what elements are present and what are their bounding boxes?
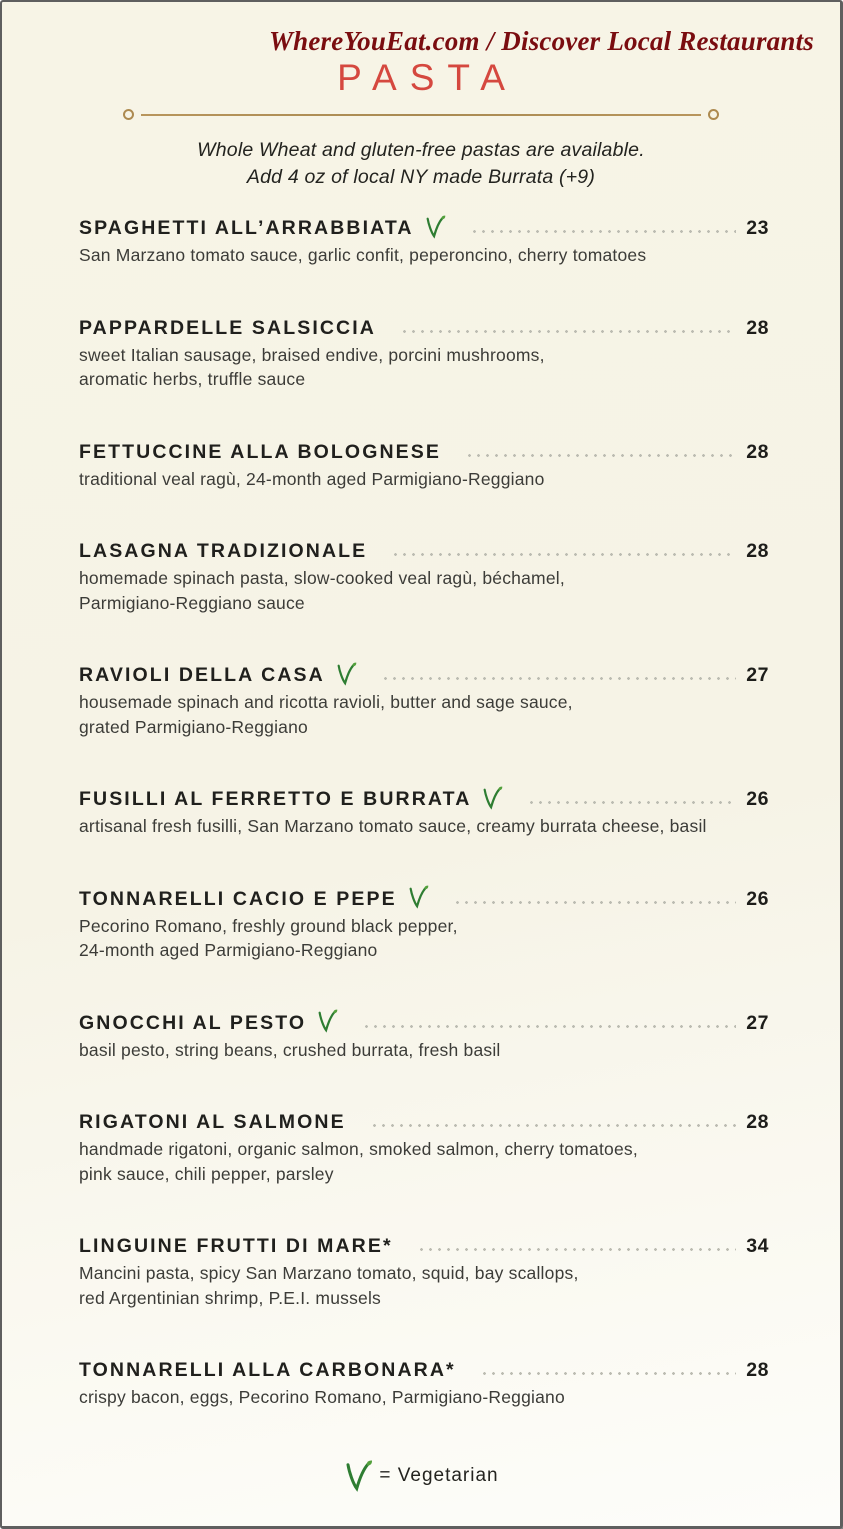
menu-item-name: SPAGHETTI ALL’ARRABBIATA [79,217,414,239]
vegetarian-leaf-icon [343,1459,373,1493]
menu-item-description-line: aromatic herbs, truffle sauce [79,369,306,389]
menu-item-description-line: artisanal fresh fusilli, San Marzano tomato sauce, creamy burrata cheese, basil [79,816,707,836]
menu-item-price: 26 [746,788,769,810]
menu-item [79,540,769,615]
site-watermark: WhereYouEat.com / Discover Local Restaurants [268,26,814,56]
menu-item-description [79,1385,769,1410]
dotted-leader [381,674,737,684]
menu-item-description [79,814,769,839]
menu-item-price: 23 [746,217,769,239]
rule-end-ring-right [708,109,719,120]
menu-item-header [79,788,769,811]
menu-item-description [79,467,769,492]
menu-items-list [2,217,840,1410]
page-title: PASTA [337,57,518,98]
menu-item-price: 34 [746,1235,769,1257]
menu-item-header [79,540,769,563]
menu-item-description-line: red Argentinian shrimp, P.E.I. mussels [79,1287,381,1308]
menu-item [79,1111,769,1186]
menu-item-name: LINGUINE FRUTTI DI MARE* [79,1235,393,1257]
menu-item-description [79,1261,769,1310]
vegetarian-legend [2,1459,840,1493]
menu-item-description-line: pink sauce, chili pepper, parsley [79,1163,334,1184]
menu-item-name: TONNARELLI ALLA CARBONARA* [79,1359,456,1381]
menu-item-description [79,1038,769,1063]
menu-item-description-line: sweet Italian sausage, braised endive, porcini mushrooms, [79,344,545,365]
vegetarian-leaf-icon [335,662,357,686]
menu-item-name: GNOCCHI AL PESTO [79,1011,307,1034]
menu-item-price: 27 [746,1011,769,1034]
menu-item [79,217,769,268]
menu-item-header [79,664,769,687]
dotted-leader [465,450,736,460]
vegetarian-leaf-icon [407,885,429,909]
menu-item-name: LASAGNA TRADIZIONALE [79,540,368,562]
menu-item-name: PAPPARDELLE SALSICCIA [79,316,376,339]
menu-note [2,137,840,191]
dotted-leader [470,227,737,237]
menu-item-header [79,1235,769,1258]
menu-item-price: 28 [746,316,769,339]
menu-item [79,317,769,392]
menu-item-price: 28 [746,440,769,463]
rule-end-ring-left [123,109,134,120]
menu-item-name: TONNARELLI CACIO E PEPE [79,887,397,910]
menu-item-name: FUSILLI AL FERRETTO E BURRATA [79,788,472,810]
menu-item [79,788,769,839]
menu-item-description [79,243,769,268]
dotted-leader [362,1021,736,1031]
menu-item-price: 28 [746,1111,769,1133]
menu-item-description-line: crispy bacon, eggs, Pecorino Romano, Parmigiano-Reggiano [79,1387,565,1407]
dotted-leader [453,897,737,907]
menu-item [79,1235,769,1310]
menu-item-description [79,914,769,963]
dotted-leader [417,1245,737,1255]
dotted-leader [370,1121,737,1131]
dotted-leader [391,550,736,560]
vegetarian-leaf-icon [424,215,446,239]
menu-item-description-line: Parmigiano-Reggiano sauce [79,592,305,613]
dotted-leader [400,326,736,336]
vegetarian-legend-text: = Vegetarian [379,1464,499,1486]
menu-item-header [79,1111,769,1134]
rule-line [141,114,701,116]
menu-item-description-line: traditional veal ragù, 24-month aged Parmigiano-Reggiano [79,468,545,489]
menu-item-description-line: Pecorino Romano, freshly ground black pepper, [79,915,458,936]
menu-item [79,1012,769,1063]
menu-item-name: FETTUCCINE ALLA BOLOGNESE [79,440,441,463]
menu-item [79,888,769,963]
dotted-leader [480,1369,737,1379]
menu-item-description-line: homemade spinach pasta, slow-cooked veal ragù, béchamel, [79,568,565,588]
menu-item-description-line: 24-month aged Parmigiano-Reggiano [79,940,378,960]
menu-item-description-line: handmade rigatoni, organic salmon, smoked salmon, cherry tomatoes, [79,1139,638,1159]
menu-item-description [79,566,769,615]
menu-item-header [79,217,769,240]
vegetarian-leaf-icon [481,786,503,810]
menu-item-name: RAVIOLI DELLA CASA [79,664,325,686]
menu-item-description-line: Mancini pasta, spicy San Marzano tomato, squid, bay scallops, [79,1263,579,1283]
menu-item-description-line: grated Parmigiano-Reggiano [79,716,308,737]
menu-item [79,441,769,492]
menu-item-header [79,1012,769,1035]
menu-item-description-line: housemade spinach and ricotta ravioli, butter and sage sauce, [79,692,573,712]
menu-item [79,1359,769,1410]
menu-item-price: 28 [746,540,769,562]
menu-note-line1: Whole Wheat and gluten-free pastas are available. [197,139,645,161]
menu-item-description [79,1137,769,1186]
menu-note-line2: Add 4 oz of local NY made Burrata (+9) [246,166,596,188]
menu-item-name: RIGATONI AL SALMONE [79,1111,346,1133]
menu-item-header [79,317,769,340]
menu-item-price: 27 [746,664,769,686]
menu-item-header [79,441,769,464]
menu-item-description-line: basil pesto, string beans, crushed burrata, fresh basil [79,1039,501,1060]
dotted-leader [527,798,736,808]
decorative-rule [123,109,719,120]
menu-item-header [79,888,769,911]
vegetarian-leaf-icon [316,1009,338,1033]
menu-item-description [79,690,769,739]
menu-item-price: 28 [746,1359,769,1381]
menu-item-description [79,343,769,392]
menu-item [79,664,769,739]
menu-item-description-line: San Marzano tomato sauce, garlic confit, peperoncino, cherry tomatoes [79,245,647,265]
menu-item-header [79,1359,769,1382]
menu-item-price: 26 [746,887,769,910]
